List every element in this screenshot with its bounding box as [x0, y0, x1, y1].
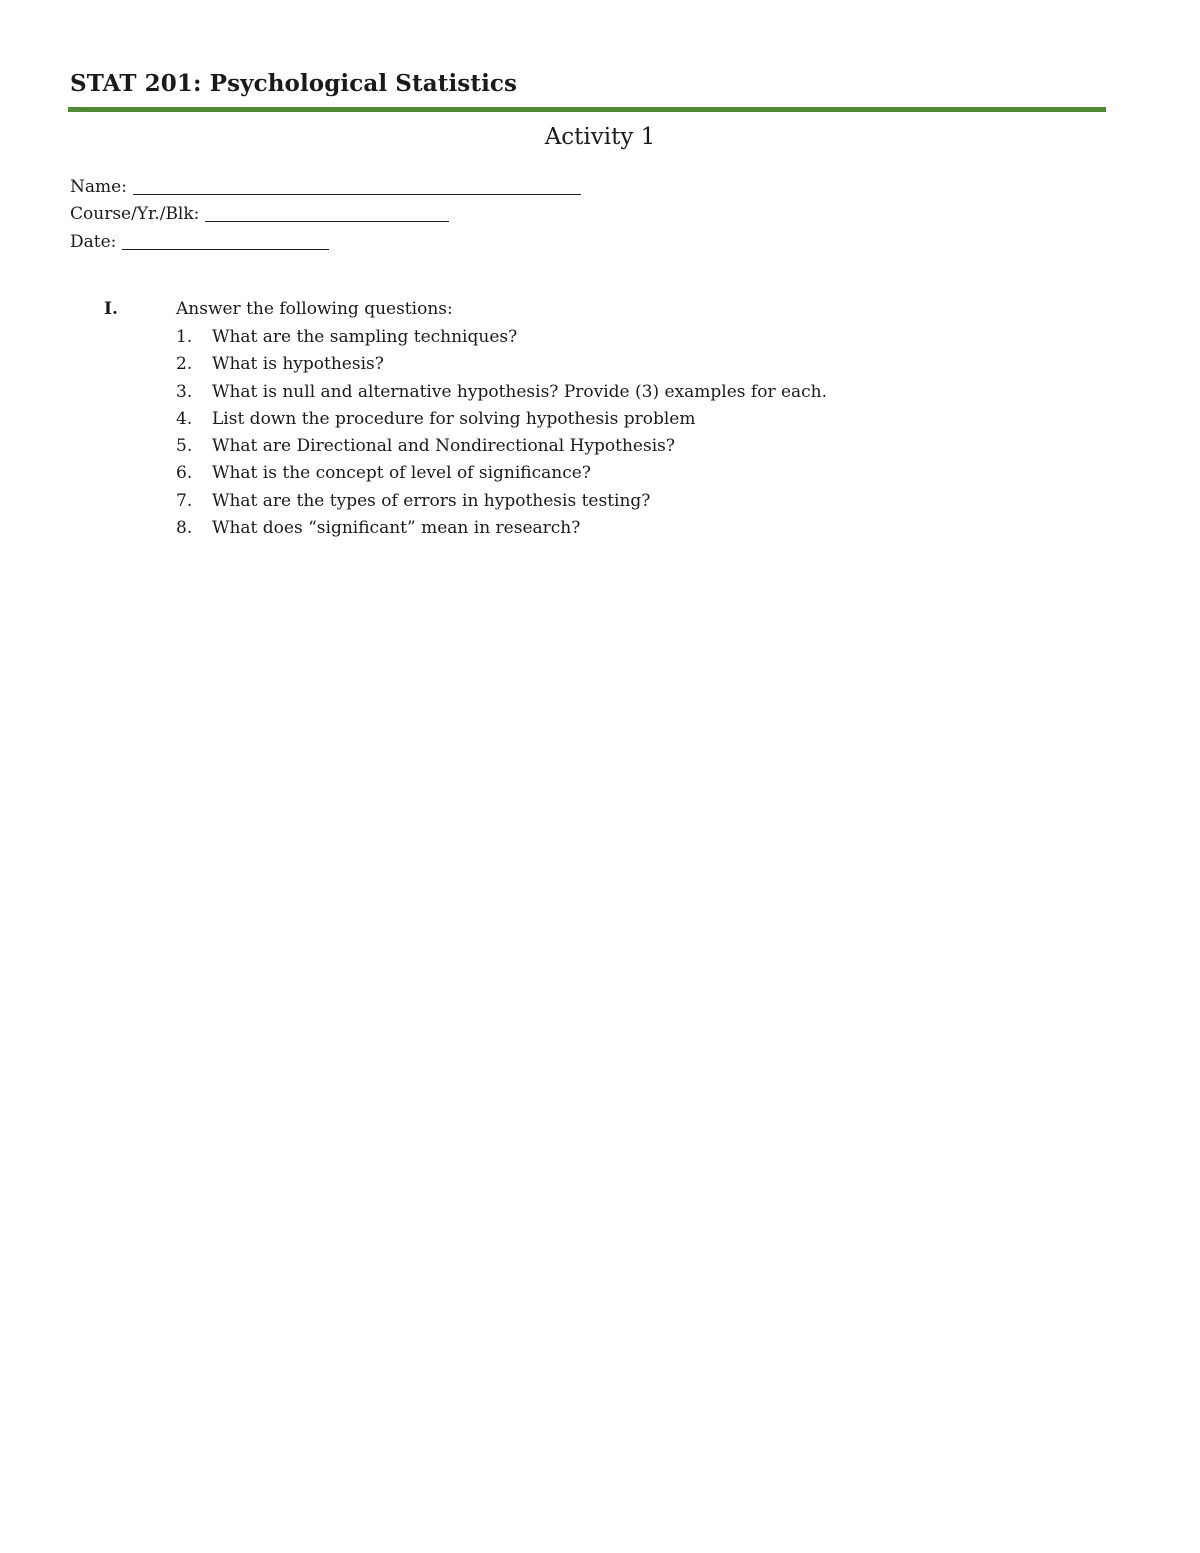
- course-field: [70, 202, 449, 224]
- question-item: [176, 436, 827, 463]
- question-text: What are the sampling techniques?: [212, 327, 518, 347]
- question-text: List down the procedure for solving hypothesis problem: [212, 408, 696, 429]
- question-number: 7.: [176, 490, 193, 511]
- question-number: 6.: [176, 463, 193, 484]
- name-field: [70, 175, 581, 197]
- question-list: [176, 327, 827, 545]
- question-number: 5.: [176, 436, 193, 457]
- question-item: [176, 382, 827, 409]
- date-blank-line: [122, 233, 329, 250]
- name-label: Name:: [70, 177, 127, 197]
- section-prompt: Answer the following questions:: [176, 299, 453, 319]
- question-item: [176, 409, 827, 436]
- activity-title: Activity 1: [544, 124, 656, 150]
- question-item: [176, 491, 827, 518]
- section-numeral: I.: [104, 299, 118, 319]
- course-label: Course/Yr./Blk:: [70, 204, 200, 224]
- question-text: What is hypothesis?: [212, 354, 384, 375]
- course-title: STAT 201: Psychological Statistics: [70, 70, 518, 97]
- question-text: What does “significant” mean in research?: [212, 518, 581, 539]
- question-number: 8.: [176, 518, 193, 539]
- question-item: [176, 518, 827, 545]
- question-number: 3.: [176, 381, 193, 402]
- question-text: What is null and alternative hypothesis? Provide (3) examples for each.: [212, 381, 828, 402]
- question-number: 4.: [176, 408, 193, 429]
- question-text: What is the concept of level of significance?: [212, 463, 591, 484]
- date-label: Date:: [70, 232, 117, 252]
- name-blank-line: [133, 178, 581, 195]
- question-item: [176, 327, 827, 354]
- question-text: What are Directional and Nondirectional Hypothesis?: [212, 436, 675, 457]
- question-number: 2.: [176, 354, 193, 375]
- question-number: 1.: [176, 327, 193, 347]
- course-blank-line: [205, 205, 449, 222]
- question-text: What are the types of errors in hypothesis testing?: [212, 490, 651, 511]
- question-item: [176, 463, 827, 490]
- date-field: [70, 230, 329, 252]
- question-item: [176, 354, 827, 381]
- header-rule: [68, 107, 1106, 112]
